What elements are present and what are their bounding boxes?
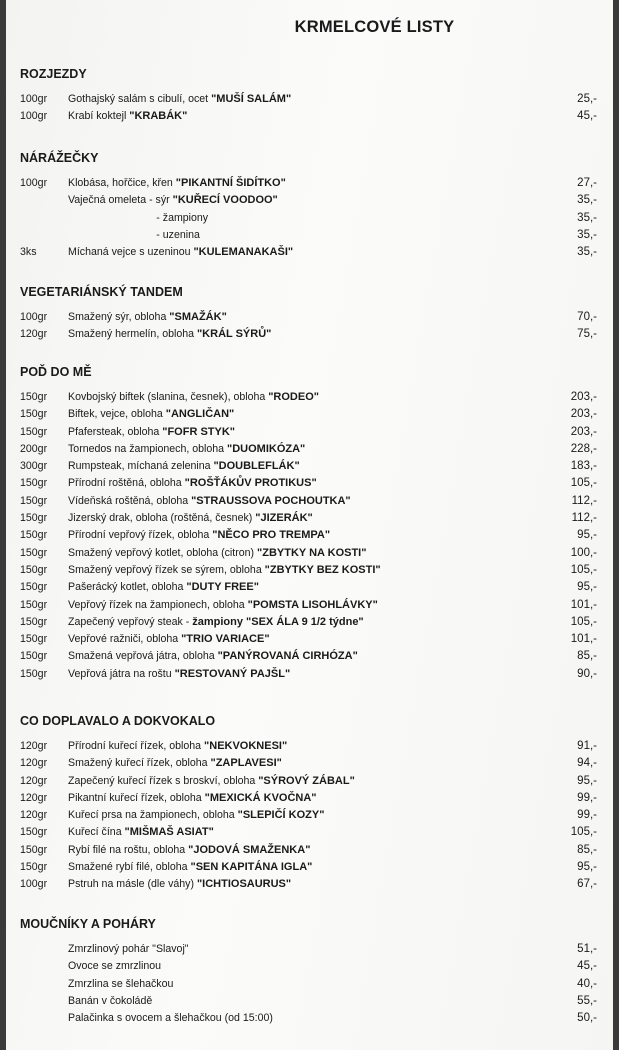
item-quantity: 120gr bbox=[20, 774, 48, 787]
item-quantity: 300gr bbox=[20, 460, 48, 473]
item-price: 50,- bbox=[577, 1012, 597, 1025]
item-price: 105,- bbox=[570, 477, 597, 490]
menu-item bbox=[20, 976, 605, 993]
item-nickname: "NĚCO PRO TREMPA" bbox=[212, 529, 331, 542]
item-price: 45,- bbox=[577, 110, 597, 123]
item-text: Rybí filé na roštu, obloha bbox=[68, 843, 189, 856]
item-quantity: 150gr bbox=[20, 477, 48, 490]
item-quantity: 200gr bbox=[20, 442, 48, 455]
item-description bbox=[68, 91, 291, 108]
section-heading: MOUČNÍKY A POHÁRY bbox=[20, 917, 156, 931]
item-price: 35,- bbox=[577, 194, 597, 207]
item-text: Kuřecí prsa na žampionech, obloha bbox=[68, 809, 238, 822]
item-nickname: "DUTY FREE" bbox=[186, 581, 259, 594]
menu-item bbox=[20, 807, 605, 824]
menu-item bbox=[20, 941, 605, 958]
item-description bbox=[68, 579, 259, 596]
item-nickname: "JIZERÁK" bbox=[255, 512, 313, 525]
item-price: 228,- bbox=[570, 442, 597, 455]
item-quantity: 120gr bbox=[20, 757, 48, 770]
menu-item bbox=[20, 562, 605, 579]
item-text: Smažený sýr, obloha bbox=[68, 311, 170, 323]
menu-title: KRMELCOVÉ LISTY bbox=[294, 18, 455, 36]
section-heading: CO DOPLAVALO A DOKVOKALO bbox=[20, 714, 216, 728]
item-quantity: 100gr bbox=[20, 878, 48, 891]
menu-item bbox=[20, 1010, 605, 1027]
item-nickname: "DUOMIKÓZA" bbox=[227, 442, 306, 455]
item-nickname: "NEKVOKNESI" bbox=[204, 740, 288, 752]
item-price: 85,- bbox=[577, 650, 597, 663]
item-description bbox=[68, 510, 313, 527]
item-nickname: "ROŠŤÁKŮV PROTIKUS" bbox=[184, 477, 317, 490]
item-price: 183,- bbox=[570, 460, 597, 473]
item-quantity: 3ks bbox=[20, 246, 37, 259]
item-nickname: "KULEMANAKAŠI" bbox=[193, 246, 294, 259]
item-price: 101,- bbox=[570, 633, 597, 646]
item-text: Klobása, hořčice, křen bbox=[68, 177, 176, 189]
item-nickname: "MEXICKÁ KVOČNA" bbox=[204, 791, 317, 804]
section-co-doplavalo bbox=[20, 713, 605, 894]
item-description bbox=[68, 175, 286, 192]
item-price: 51,- bbox=[577, 943, 597, 955]
section-vegetariansky-tandem bbox=[20, 284, 605, 344]
item-quantity: 150gr bbox=[20, 843, 48, 856]
item-price: 105,- bbox=[570, 615, 597, 628]
item-nickname: "MUŠÍ SALÁM" bbox=[211, 93, 292, 105]
item-nickname: "ZBYTKY NA KOSTI" bbox=[257, 546, 367, 559]
item-price: 99,- bbox=[577, 791, 597, 804]
item-description bbox=[68, 876, 291, 893]
item-text: Zmrzlinový pohár "Slavoj" bbox=[68, 943, 189, 955]
item-text: Krabí koktejl bbox=[68, 110, 130, 123]
item-price: 203,- bbox=[570, 408, 597, 421]
item-price: 94,- bbox=[577, 757, 597, 770]
menu-item bbox=[20, 424, 605, 441]
item-nickname: "KRÁL SÝRŮ" bbox=[196, 328, 272, 341]
menu-item bbox=[20, 326, 605, 343]
item-quantity: 150gr bbox=[20, 826, 48, 839]
item-quantity: 100gr bbox=[20, 177, 48, 189]
item-quantity: 150gr bbox=[20, 633, 48, 646]
item-description bbox=[68, 824, 214, 841]
item-description bbox=[68, 493, 351, 510]
section-rozjezdy bbox=[20, 66, 605, 126]
item-price: 105,- bbox=[570, 563, 597, 576]
item-text: Jizerský drak, obloha (roštěná, česnek) bbox=[68, 512, 256, 525]
item-price: 35,- bbox=[577, 246, 597, 259]
item-price: 112,- bbox=[571, 512, 597, 525]
menu-item bbox=[20, 244, 605, 261]
menu-item bbox=[20, 510, 605, 527]
item-price: 105,- bbox=[570, 826, 597, 839]
item-quantity: 120gr bbox=[20, 328, 48, 341]
menu-item bbox=[20, 842, 605, 859]
item-price: 95,- bbox=[577, 774, 597, 787]
menu-item bbox=[20, 227, 605, 244]
item-price: 99,- bbox=[577, 809, 597, 822]
item-price: 203,- bbox=[570, 391, 597, 403]
item-nickname: žampiony "SEX ÁLA 9 1/2 týdne" bbox=[192, 615, 364, 628]
item-description bbox=[68, 976, 173, 993]
menu-item bbox=[20, 876, 605, 893]
menu-item bbox=[20, 631, 605, 648]
item-nickname: "TRIO VARIACE" bbox=[181, 633, 270, 646]
item-description bbox=[68, 244, 293, 261]
item-quantity: 120gr bbox=[20, 791, 48, 804]
item-quantity: 150gr bbox=[20, 391, 48, 403]
item-nickname: "POMSTA LISOHLÁVKY" bbox=[247, 598, 378, 611]
menu-item bbox=[20, 790, 605, 807]
item-text: Míchaná vejce s uzeninou bbox=[68, 246, 194, 259]
item-nickname: "ZAPLAVESI" bbox=[210, 757, 282, 770]
item-text: Pstruh na másle (dle váhy) bbox=[68, 878, 197, 891]
menu-item bbox=[20, 579, 605, 596]
item-nickname: "STRAUSSOVA POCHOUTKA" bbox=[191, 494, 351, 507]
item-text: Vepřová játra na roštu bbox=[68, 667, 175, 680]
item-text: Smažená vepřová játra, obloha bbox=[68, 650, 218, 663]
item-description bbox=[68, 958, 161, 975]
item-text: Zapečený vepřový steak - bbox=[68, 615, 193, 628]
item-price: 70,- bbox=[577, 311, 597, 323]
item-text: Banán v čokoládě bbox=[68, 994, 153, 1007]
item-quantity: 150gr bbox=[20, 650, 48, 663]
menu-item bbox=[20, 458, 605, 475]
menu-item bbox=[20, 108, 605, 125]
item-quantity: 100gr bbox=[20, 110, 48, 123]
item-description bbox=[68, 108, 187, 125]
item-text: Přírodní kuřecí řízek, obloha bbox=[68, 740, 205, 752]
menu-item bbox=[20, 192, 605, 209]
item-price: 55,- bbox=[577, 994, 597, 1007]
item-text: Smažený hermelín, obloha bbox=[68, 328, 197, 341]
item-text: Smažený vepřový kotlet, obloha (citron) bbox=[68, 546, 258, 559]
item-text: Vepřové ražniči, obloha bbox=[68, 633, 182, 646]
item-price: 40,- bbox=[577, 977, 597, 990]
item-description bbox=[68, 755, 282, 772]
item-description bbox=[68, 562, 381, 579]
item-description bbox=[68, 993, 152, 1010]
item-description bbox=[68, 210, 208, 227]
item-quantity: 150gr bbox=[20, 861, 48, 874]
item-price: 45,- bbox=[577, 960, 597, 973]
item-description bbox=[68, 842, 310, 859]
item-text: Zapečený kuřecí řízek s broskví, obloha bbox=[68, 774, 259, 787]
item-price: 25,- bbox=[577, 93, 597, 105]
item-quantity: 150gr bbox=[20, 494, 48, 507]
menu-item bbox=[20, 597, 605, 614]
item-text: Biftek, vejce, obloha bbox=[68, 408, 166, 421]
item-quantity: 100gr bbox=[20, 93, 48, 105]
item-text: Pikantní kuřecí řízek, obloha bbox=[68, 791, 205, 804]
item-text: - uzenina bbox=[68, 228, 200, 241]
item-description bbox=[68, 666, 290, 683]
section-heading: ROZJEZDY bbox=[20, 67, 87, 81]
item-description bbox=[68, 859, 312, 876]
item-text: Vepřový řízek na žampionech, obloha bbox=[68, 598, 248, 611]
menu-item bbox=[20, 859, 605, 876]
item-description bbox=[68, 1010, 273, 1027]
menu-item bbox=[20, 773, 605, 790]
menu-item bbox=[20, 614, 605, 631]
item-text: Přírodní vepřový řízek, obloha bbox=[68, 529, 213, 542]
item-quantity: 100gr bbox=[20, 311, 48, 323]
item-price: 35,- bbox=[577, 228, 597, 241]
item-text: Gothajský salám s cibulí, ocet bbox=[68, 93, 212, 105]
item-nickname: "SLEPIČÍ KOZY" bbox=[237, 809, 325, 822]
item-price: 112,- bbox=[571, 494, 597, 507]
menu-item bbox=[20, 824, 605, 841]
item-description bbox=[68, 807, 324, 824]
menu-item bbox=[20, 527, 605, 544]
item-nickname: "MIŠMAŠ ASIAT" bbox=[124, 826, 214, 839]
section-narazecky bbox=[20, 150, 605, 261]
item-text: Pašerácký kotlet, obloha bbox=[68, 581, 187, 594]
item-price: 75,- bbox=[577, 328, 597, 341]
item-nickname: "DOUBLEFLÁK" bbox=[213, 460, 300, 473]
menu-item bbox=[20, 441, 605, 458]
item-quantity: 150gr bbox=[20, 563, 48, 576]
item-text: Ovoce se zmrzlinou bbox=[68, 960, 162, 973]
item-text: Palačinka s ovocem a šlehačkou (od 15:00) bbox=[68, 1012, 273, 1025]
item-quantity: 150gr bbox=[20, 581, 48, 594]
item-description bbox=[68, 441, 305, 458]
section-pod-do-me bbox=[20, 364, 605, 683]
item-description bbox=[68, 614, 364, 631]
item-nickname: "JODOVÁ SMAŽENKA" bbox=[188, 843, 311, 856]
item-nickname: "PIKANTNÍ ŠIDÍTKO" bbox=[175, 177, 286, 189]
item-price: 27,- bbox=[577, 177, 597, 189]
menu-item bbox=[20, 309, 605, 326]
item-nickname: "KRABÁK" bbox=[129, 110, 188, 123]
menu-item bbox=[20, 666, 605, 683]
item-description bbox=[68, 475, 317, 492]
item-nickname: "FOFR STYK" bbox=[162, 425, 235, 438]
item-price: 203,- bbox=[570, 425, 597, 438]
section-heading: VEGETARIÁNSKÝ TANDEM bbox=[20, 285, 183, 299]
menu-item bbox=[20, 545, 605, 562]
item-description bbox=[68, 227, 200, 244]
item-nickname: "SMAŽÁK" bbox=[169, 311, 227, 323]
item-description bbox=[68, 527, 330, 544]
item-description bbox=[68, 597, 378, 614]
item-price: 95,- bbox=[577, 529, 597, 542]
item-description bbox=[68, 941, 189, 958]
section-heading: POĎ DO MĚ bbox=[20, 365, 92, 379]
item-description bbox=[68, 790, 317, 807]
item-nickname: "PANÝROVANÁ CIRHÓZA" bbox=[217, 650, 358, 663]
menu-item bbox=[20, 175, 605, 192]
item-quantity: 150gr bbox=[20, 425, 48, 438]
item-text: Smažený kuřecí řízek, obloha bbox=[68, 757, 211, 770]
item-price: 91,- bbox=[577, 740, 597, 752]
item-price: 101,- bbox=[570, 598, 597, 611]
item-description bbox=[68, 309, 227, 326]
item-description bbox=[68, 326, 271, 343]
item-nickname: "ANGLIČAN" bbox=[165, 408, 235, 421]
item-nickname: "SEN KAPITÁNA IGLA" bbox=[190, 861, 313, 874]
item-nickname: "ZBYTKY BEZ KOSTI" bbox=[264, 563, 381, 576]
item-text: Kovbojský biftek (slanina, česnek), obloha bbox=[68, 391, 269, 403]
menu-item bbox=[20, 475, 605, 492]
menu-item bbox=[20, 755, 605, 772]
item-description bbox=[68, 773, 355, 790]
item-price: 67,- bbox=[577, 878, 597, 891]
item-description bbox=[68, 389, 319, 406]
menu-item bbox=[20, 91, 605, 108]
item-nickname: "RODEO" bbox=[268, 391, 319, 403]
item-price: 100,- bbox=[570, 546, 597, 559]
section-moucniky bbox=[20, 916, 605, 1027]
item-text: Tornedos na žampionech, obloha bbox=[68, 442, 228, 455]
item-description bbox=[68, 424, 235, 441]
item-text: Vaječná omeleta - sýr bbox=[68, 194, 173, 207]
item-description bbox=[68, 545, 366, 562]
item-quantity: 120gr bbox=[20, 740, 48, 752]
menu-sheet bbox=[6, 0, 613, 1050]
menu-item bbox=[20, 958, 605, 975]
item-text: Pfafersteak, obloha bbox=[68, 425, 163, 438]
item-price: 95,- bbox=[577, 861, 597, 874]
item-quantity: 150gr bbox=[20, 546, 48, 559]
item-quantity: 120gr bbox=[20, 809, 48, 822]
menu-item bbox=[20, 993, 605, 1010]
item-description bbox=[68, 458, 300, 475]
item-quantity: 150gr bbox=[20, 512, 48, 525]
item-quantity: 150gr bbox=[20, 667, 48, 680]
item-nickname: "SÝROVÝ ZÁBAL" bbox=[258, 774, 355, 787]
item-quantity: 150gr bbox=[20, 598, 48, 611]
item-nickname: "KUŘECÍ VOODOO" bbox=[172, 194, 278, 207]
item-text: Zmrzlina se šlehačkou bbox=[68, 977, 174, 990]
item-quantity: 150gr bbox=[20, 529, 48, 542]
item-description bbox=[68, 738, 287, 755]
menu-item bbox=[20, 389, 605, 406]
menu-item bbox=[20, 738, 605, 755]
item-price: 95,- bbox=[577, 581, 597, 594]
item-nickname: "ICHTIOSAURUS" bbox=[196, 878, 292, 891]
item-text: Smažené rybí filé, obloha bbox=[68, 861, 191, 874]
item-nickname: "RESTOVANÝ PAJŠL" bbox=[174, 667, 291, 680]
item-text: Přírodní roštěná, obloha bbox=[68, 477, 185, 490]
item-price: 90,- bbox=[577, 667, 597, 680]
item-price: 85,- bbox=[577, 843, 597, 856]
menu-item bbox=[20, 406, 605, 423]
item-text: Vídeňská roštěná, obloha bbox=[68, 494, 192, 507]
menu-item bbox=[20, 648, 605, 665]
item-description bbox=[68, 648, 358, 665]
item-description bbox=[68, 406, 234, 423]
item-text: Smažený vepřový řízek se sýrem, obloha bbox=[68, 563, 265, 576]
item-description bbox=[68, 192, 278, 209]
section-heading: NÁRÁŽEČKY bbox=[20, 151, 99, 165]
menu-item bbox=[20, 493, 605, 510]
item-quantity: 150gr bbox=[20, 408, 48, 421]
item-quantity: 150gr bbox=[20, 615, 48, 628]
item-text: Rumpsteak, míchaná zelenina bbox=[68, 460, 214, 473]
item-description bbox=[68, 631, 270, 648]
item-text: - žampiony bbox=[68, 211, 209, 224]
item-text: Kuřecí čína bbox=[68, 826, 125, 839]
item-price: 35,- bbox=[577, 211, 597, 224]
menu-item bbox=[20, 210, 605, 227]
